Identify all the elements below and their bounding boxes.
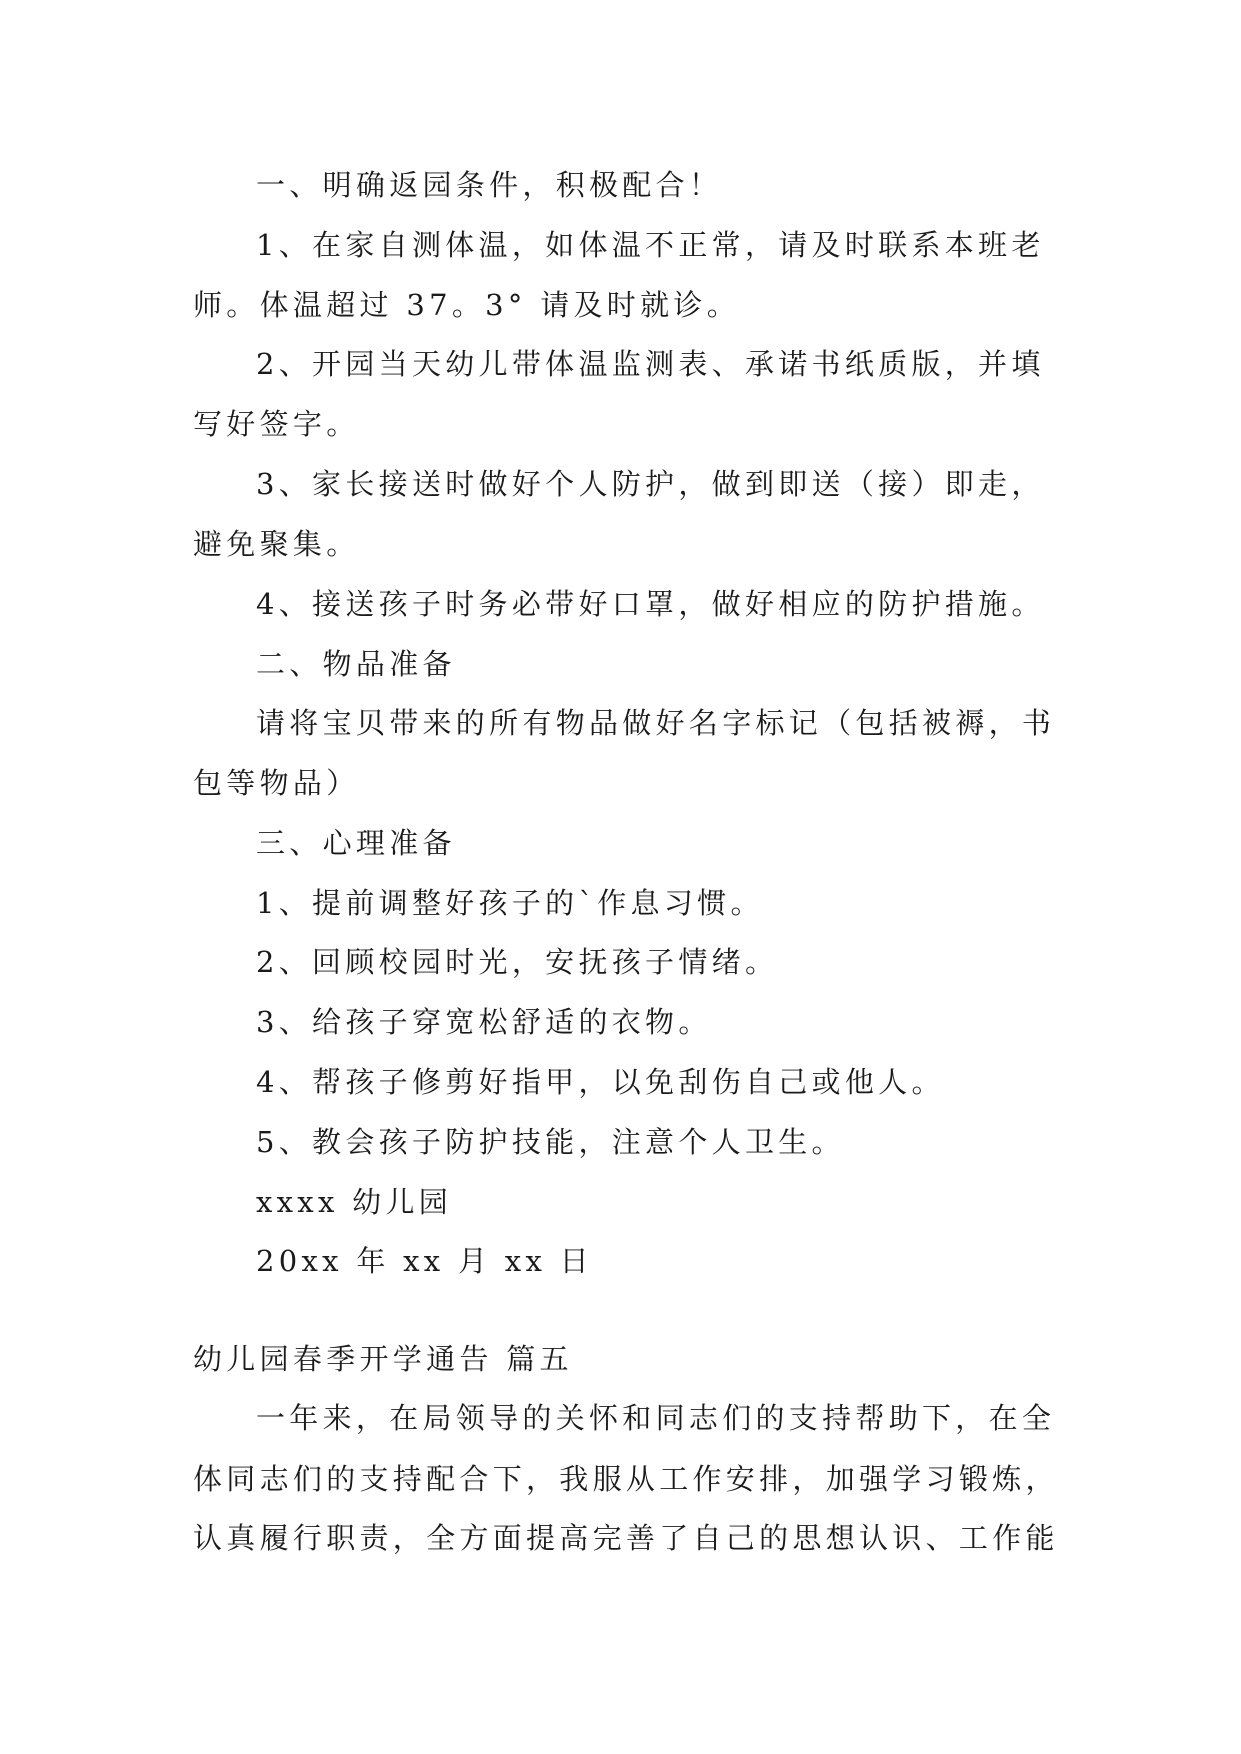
paragraph-line: 1、在家自测体温，如体温不正常，请及时联系本班老 — [256, 228, 1045, 262]
paragraph-line: 3、给孩子穿宽松舒适的衣物。 — [256, 1005, 712, 1039]
signature-organization: xxxx 幼儿园 — [256, 1185, 453, 1219]
paragraph-line: 请将宝贝带来的所有物品做好名字标记（包括被褥，书 — [256, 706, 1056, 740]
section-heading-items: 二、物品准备 — [256, 647, 456, 681]
paragraph-line: 一年来，在局领导的关怀和同志们的支持帮助下，在全 — [256, 1401, 1056, 1435]
paragraph-line: 5、教会孩子防护技能，注意个人卫生。 — [256, 1125, 845, 1159]
paragraph-line: 2、回顾校园时光，安抚孩子情绪。 — [256, 945, 779, 979]
paragraph-line: 1、提前调整好孩子的`作息习惯。 — [256, 886, 764, 920]
paragraph-line: 4、接送孩子时务必带好口罩，做好相应的防护措施。 — [256, 587, 1045, 621]
paragraph-line: 认真履行职责，全方面提高完善了自己的思想认识、工作能 — [193, 1521, 1059, 1555]
paragraph-line: 2、开园当天幼儿带体温监测表、承诺书纸质版，并填 — [256, 347, 1045, 381]
paragraph-line: 包等物品） — [193, 766, 360, 800]
paragraph-line: 避免聚集。 — [193, 527, 360, 561]
section-heading-return-conditions: 一、明确返园条件，积极配合！ — [256, 168, 723, 202]
paragraph-line: 体同志们的支持配合下，我服从工作安排，加强学习锻炼， — [193, 1462, 1059, 1496]
signature-date: 20xx 年 xx 月 xx 日 — [256, 1244, 593, 1278]
paragraph-line: 4、帮孩子修剪好指甲，以免刮伤自己或他人。 — [256, 1065, 945, 1099]
paragraph-line: 3、家长接送时做好个人防护，做到即送（接）即走， — [256, 467, 1045, 501]
paragraph-line: 师。体温超过 37。3° 请及时就诊。 — [193, 288, 740, 322]
section-title: 幼儿园春季开学通告 篇五 — [193, 1342, 573, 1376]
section-heading-psychology: 三、心理准备 — [256, 826, 456, 860]
paragraph-line: 写好签字。 — [193, 407, 360, 441]
